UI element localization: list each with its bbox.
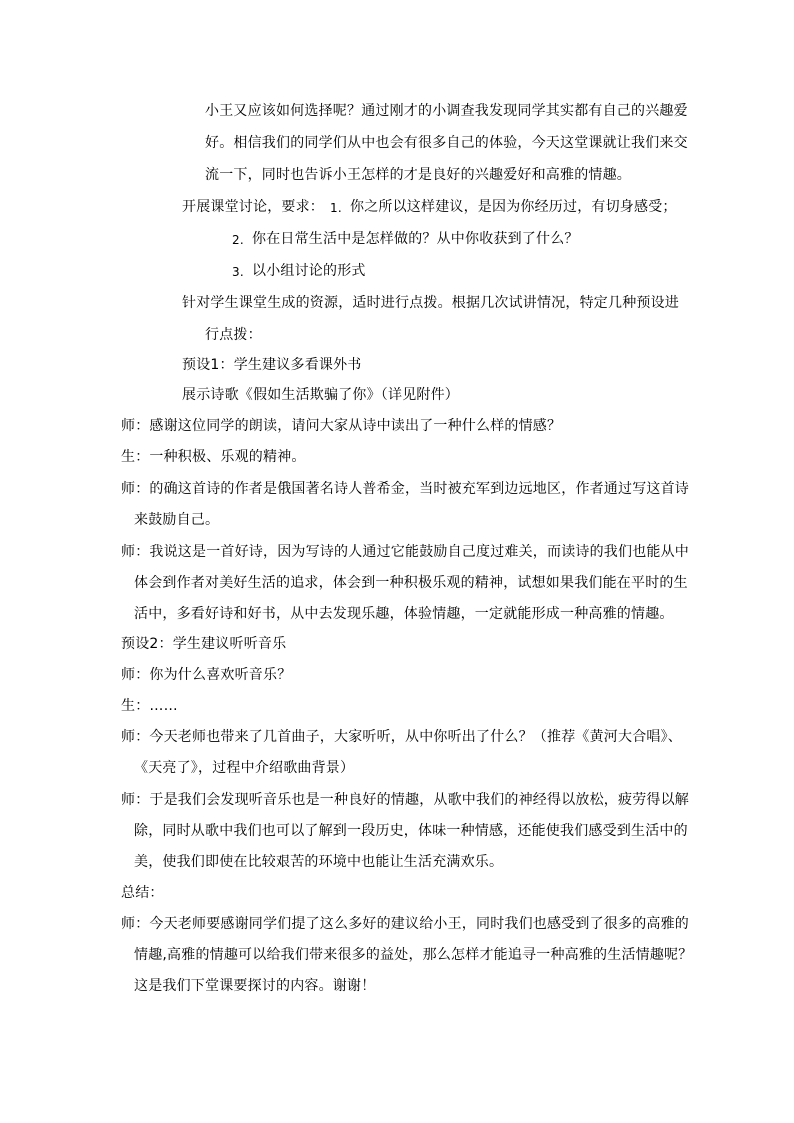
teacher-1-line-2: 来鼓励自己。 xyxy=(134,512,220,528)
teacher-4-line-2: 除，同时从歌中我们也可以了解到一段历史，体味一种情感，还能使我们感受到生活中的 xyxy=(134,823,688,839)
preset-2-title: 预设2：学生建议听听音乐 xyxy=(121,636,287,652)
dialogue-1-student: 生：一种积极、乐观的精神。 xyxy=(121,449,306,465)
teacher-3-line-1: 师：今天老师也带来了几首曲子，大家听听，从中你听出了什么？（推荐《黄河大合唱》、 xyxy=(121,729,682,745)
teacher-4-line-1: 师：于是我们会发现听音乐也是一种良好的情趣，从歌中我们的神经得以放松，疲劳得以解 xyxy=(121,792,689,808)
summary-title: 总结： xyxy=(121,885,164,901)
requirement-2-text: 你在日常生活中是怎样做的？从中你收获到了什么？ xyxy=(252,231,579,247)
teacher-1-line-1: 师：的确这首诗的作者是俄国著名诗人普希金，当时被充军到边远地区，作者通过写这首诗 xyxy=(121,481,689,497)
dialogue-2-student: 生：…… xyxy=(121,698,178,714)
teacher-2-line-1: 师：我说这是一首好诗，因为写诗的人通过它能鼓励自己度过难关，而读诗的我们也能从中 xyxy=(121,544,689,560)
requirement-1-text: 你之所以这样建议，是因为你经历过，有切身感受； xyxy=(350,199,677,215)
summary-line-1: 师：今天老师要感谢同学们提了这么多好的建议给小王，同时我们也感受到了很多的高雅的 xyxy=(121,916,689,932)
requirement-3-number: 3. xyxy=(232,265,244,279)
summary-line-2: 情趣,高雅的情趣可以给我们带来很多的益处，那么怎样才能追寻一种高雅的生活情趣呢？ xyxy=(134,947,693,963)
preset-1-title: 预设1：学生建议多看课外书 xyxy=(182,357,362,373)
requirement-2-number: 2. xyxy=(232,233,244,247)
teacher-3-line-2: 《天亮了》，过程中介绍歌曲背景） xyxy=(134,760,355,776)
summary-line-3: 这是我们下堂课要探讨的内容。谢谢！ xyxy=(134,978,376,994)
dialogue-2-teacher: 师：你为什么喜欢听音乐？ xyxy=(121,667,292,683)
intro-line-2: 好。相信我们的同学们从中也会有很多自己的体验，今天这堂课就让我们来交 xyxy=(205,135,688,151)
guide-line-2: 行点拨： xyxy=(205,327,262,343)
intro-line-3: 流一下，同时也告诉小王怎样的才是良好的兴趣爱好和高雅的情趣。 xyxy=(205,167,631,183)
requirement-3-text: 以小组讨论的形式 xyxy=(252,263,366,279)
requirement-1-number: 1. xyxy=(330,201,342,215)
intro-line-1: 小王又应该如何选择呢？通过刚才的小调查我发现同学其实都有自己的兴趣爱 xyxy=(205,103,688,119)
teacher-2-line-2: 体会到作者对美好生活的追求，体会到一种积极乐观的精神，试想如果我们能在平时的生 xyxy=(134,575,688,591)
teacher-2-line-3: 活中，多看好诗和好书，从中去发现乐趣，体验情趣，一定就能形成一种高雅的情趣。 xyxy=(134,606,674,622)
discussion-lead: 开展课堂讨论，要求： xyxy=(182,199,324,215)
dialogue-1-teacher: 师：感谢这位同学的朗读，请问大家从诗中读出了一种什么样的情感？ xyxy=(121,418,562,434)
guide-line-1: 针对学生课堂生成的资源，适时进行点拨。根据几次试讲情况，特定几种预设进 xyxy=(182,295,679,311)
preset-1-show: 展示诗歌《假如生活欺骗了你》（详见附件） xyxy=(182,387,459,403)
teacher-4-line-3: 美，使我们即使在比较艰苦的环境中也能让生活充满欢乐。 xyxy=(134,854,504,870)
